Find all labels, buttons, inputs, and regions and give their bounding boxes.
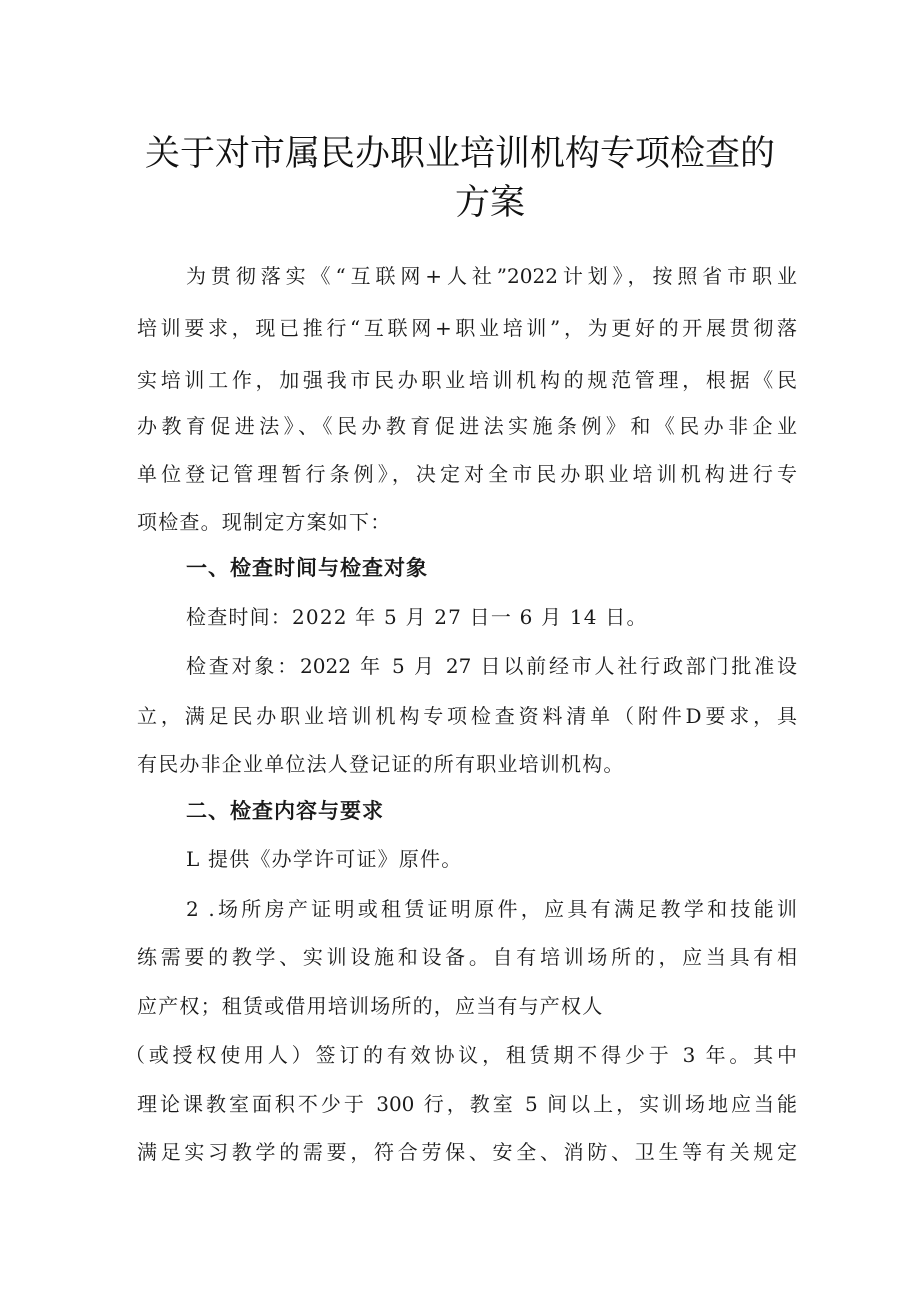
inspection-target-line: 有民办非企业单位法人登记证的所有职业培训机构。 xyxy=(137,752,625,776)
requirement-item-2-line: 练需要的教学、实训设施和设备。自有培训场所的，应当具有相 xyxy=(137,945,797,969)
inspection-time-text: 检查时间：2022 年 5 月 27 日一 6 月 14 日。 xyxy=(186,605,648,629)
intro-paragraph-line: 项检查。现制定方案如下： xyxy=(137,510,392,534)
inspection-target-line: 立，满足民办职业培训机构专项检查资料清单（附件D要求，具 xyxy=(137,704,797,728)
intro-paragraph-line: 培训要求，现已推行“互联网+职业培训”，为更好的开展贯彻落 xyxy=(137,316,797,340)
inspection-target-line: 检查对象：2022 年 5 月 27 日以前经市人社行政部门批准设 xyxy=(186,654,797,678)
document-title-line-1: 关于对市属民办职业培训机构专项检查的 xyxy=(144,134,775,174)
requirement-item-2-line: 满足实习教学的需要，符合劳保、安全、消防、卫生等有关规定 xyxy=(137,1140,797,1164)
requirement-item-1: L 提供《办学许可证》原件。 xyxy=(186,847,463,871)
intro-paragraph-line: 单位登记管理暂行条例》，决定对全市民办职业培训机构进行专 xyxy=(137,462,797,486)
document-title-line-2: 方案 xyxy=(454,183,525,223)
intro-paragraph-line: 实培训工作，加强我市民办职业培训机构的规范管理，根据《民 xyxy=(137,368,797,392)
requirement-item-2-line: （或授权使用人）签订的有效协议，租赁期不得少于 3 年。其中 xyxy=(125,1043,797,1067)
section-heading-1: 一、检查时间与检查对象 xyxy=(186,556,428,580)
requirement-item-2-line: 应产权；租赁或借用培训场所的，应当有与产权人 xyxy=(137,994,604,1018)
requirement-item-2-line: 2 .场所房产证明或租赁证明原件，应具有满足教学和技能训 xyxy=(186,897,797,921)
intro-paragraph-line: 为贯彻落实《“互联网+人社”2022计划》，按照省市职业 xyxy=(186,264,797,288)
intro-paragraph-line: 办教育促进法》、《民办教育促进法实施条例》和《民办非企业 xyxy=(137,414,797,438)
section-heading-2: 二、检查内容与要求 xyxy=(186,799,384,823)
requirement-item-2-line: 理论课教室面积不少于 300 行，教室 5 间以上，实训场地应当能 xyxy=(137,1092,797,1116)
